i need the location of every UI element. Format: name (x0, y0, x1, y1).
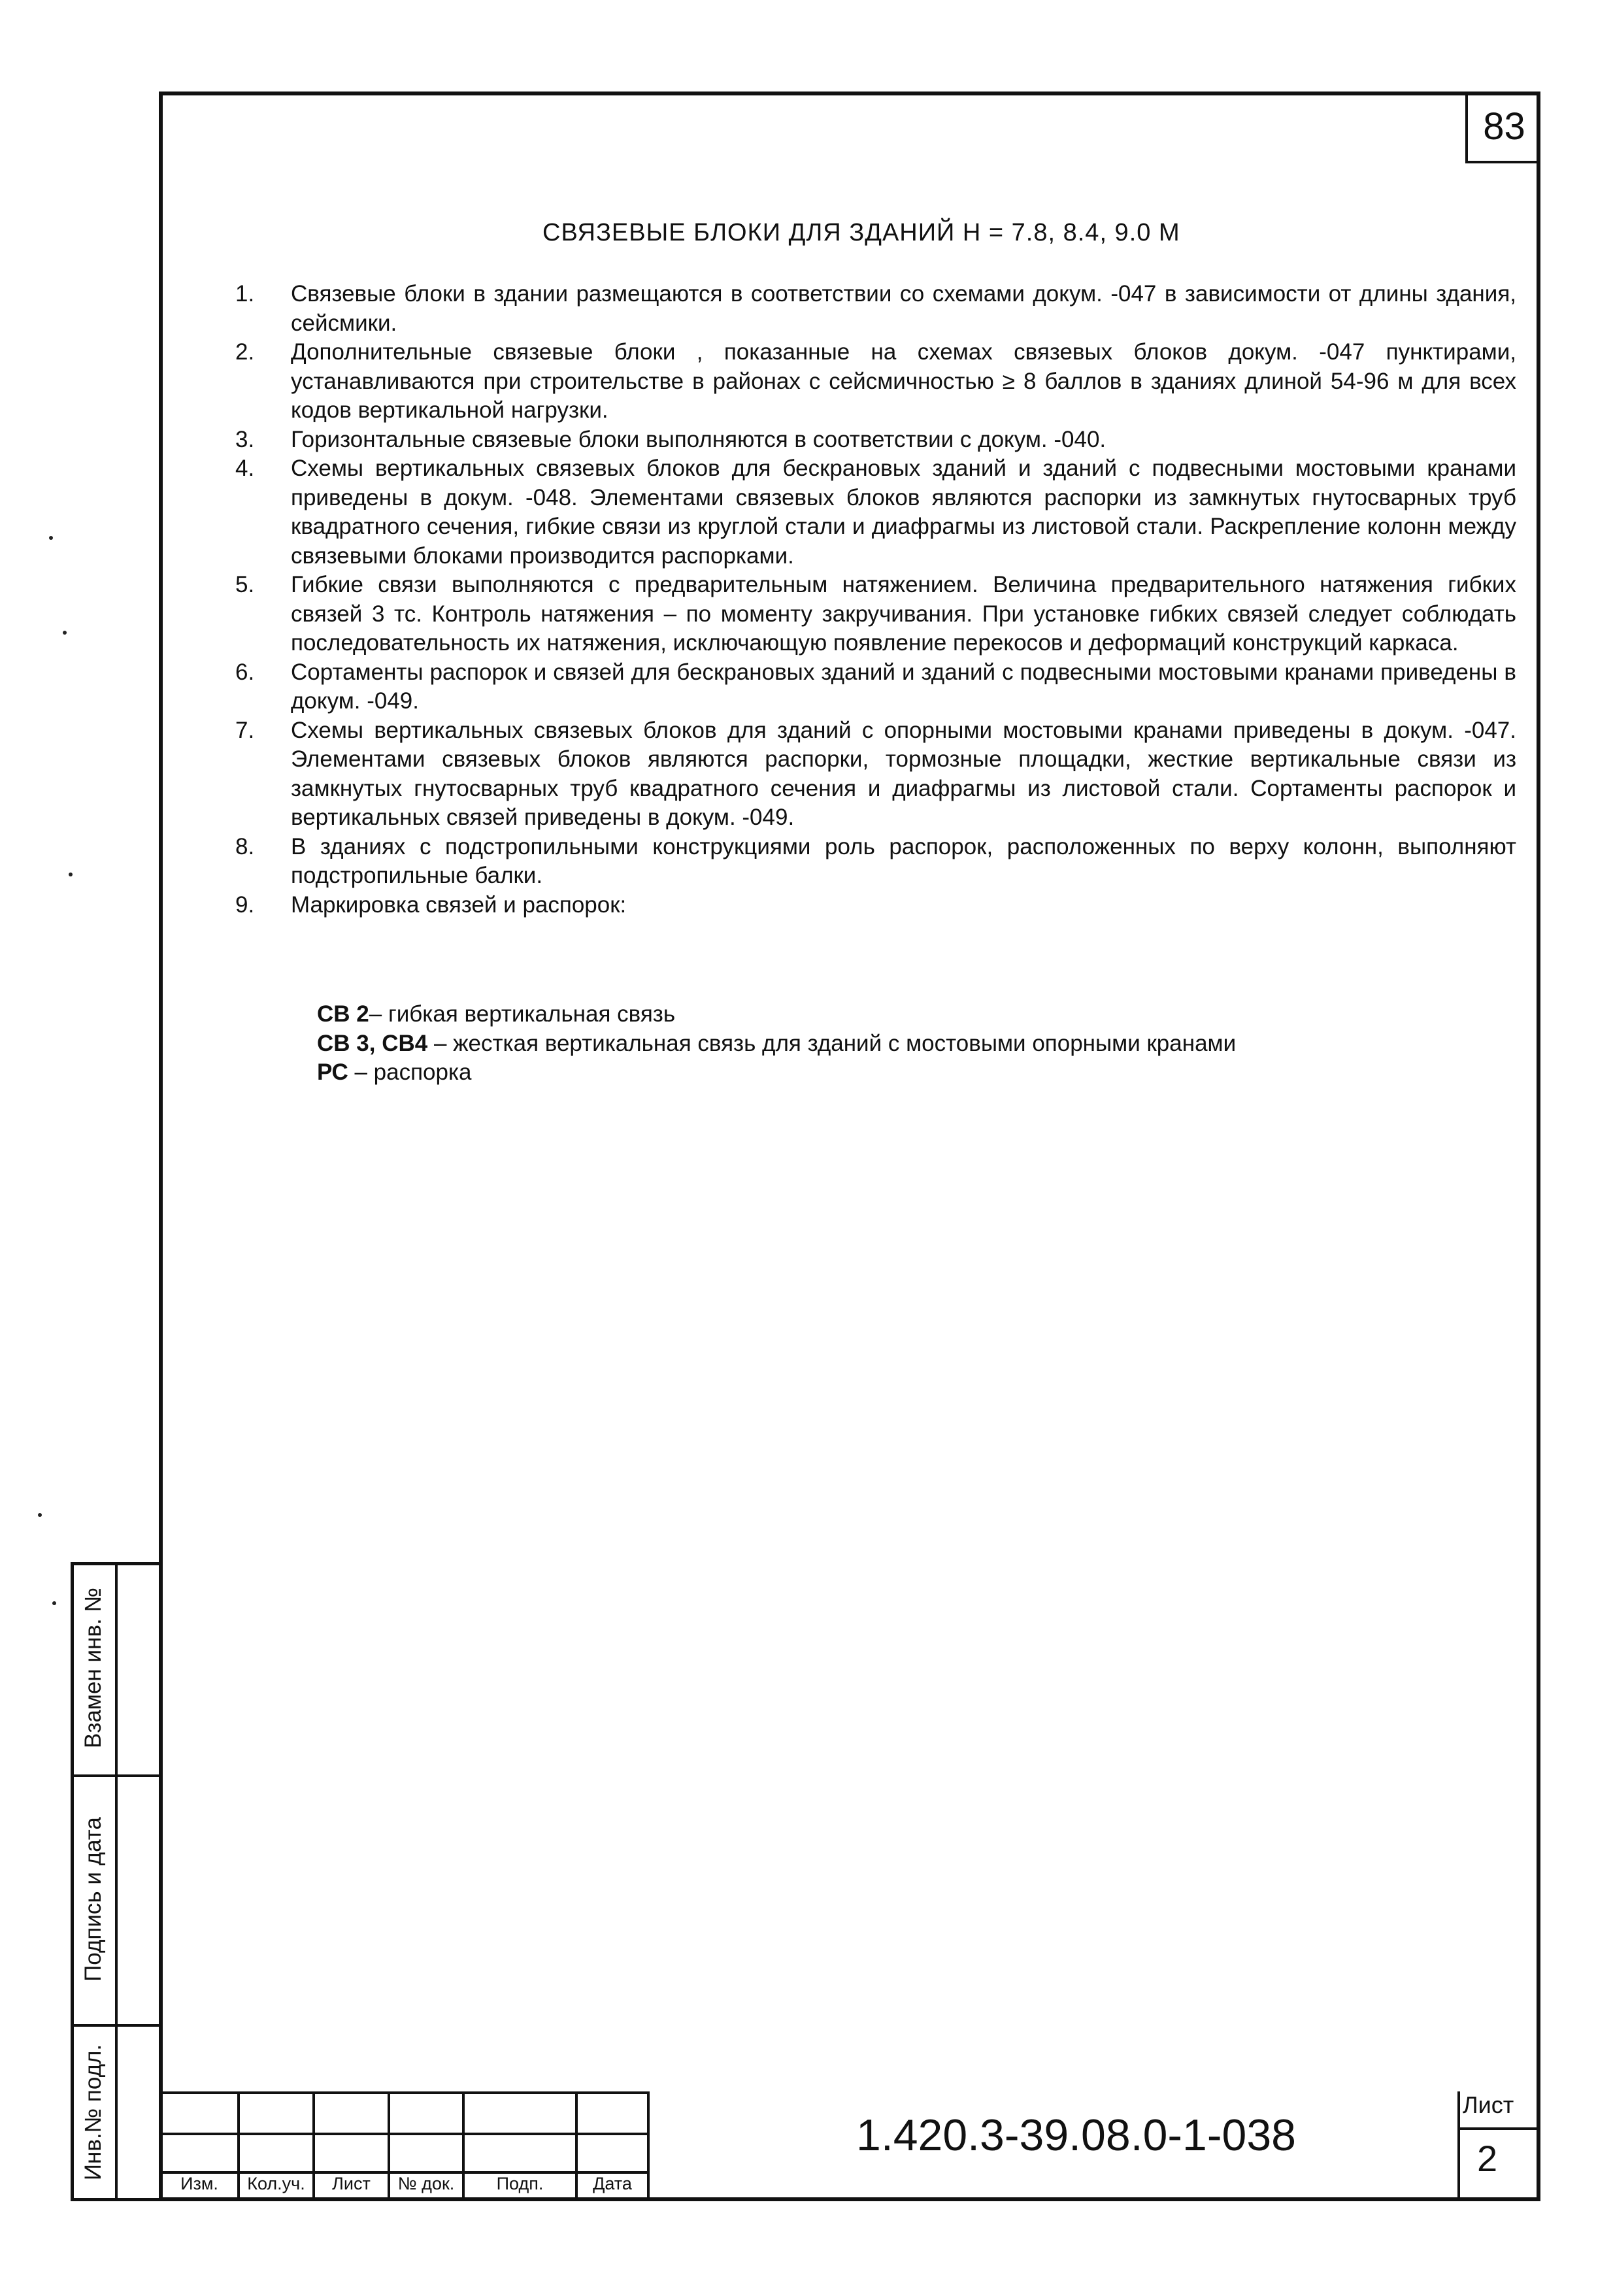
stamp-ndok: № док. (397, 2174, 455, 2193)
note-item (235, 280, 1516, 338)
page-title: СВЯЗЕВЫЕ БЛОКИ ДЛЯ ЗДАНИЙ Н = 7.8, 8.4, 9.0 М (542, 219, 1180, 246)
note-number: 4. (235, 456, 255, 481)
scan-speck (49, 536, 53, 540)
scan-speck (63, 631, 67, 635)
side-stamp-zamen: Взамен инв. № (80, 1588, 106, 1748)
legend-code: РС (317, 1059, 348, 1085)
sheet-label: Лист (1463, 2091, 1514, 2118)
legend-desc: – жесткая вертикальная связь для зданий с мостовыми опорными кранами (427, 1030, 1237, 1056)
note-text: Сортаменты распорок и связей для бескрановых зданий и зданий с подвесными мостовыми кранами приведены в докум. -049. (291, 659, 1516, 714)
note-item (235, 338, 1516, 425)
note-item (235, 425, 1516, 455)
note-item (235, 454, 1516, 571)
note-number: 7. (235, 717, 255, 743)
legend-item (317, 1000, 1236, 1029)
note-item (235, 891, 1516, 920)
side-stamp-divider (71, 2024, 163, 2027)
scan-speck (38, 1513, 42, 1517)
legend-desc: – распорка (348, 1059, 472, 1085)
legend-item (317, 1029, 1236, 1059)
note-number: 6. (235, 659, 255, 685)
notes-list (235, 280, 1516, 920)
stamp-list: Лист (332, 2174, 371, 2193)
scan-speck (69, 873, 73, 876)
note-text: Связевые блоки в здании размещаются в соответствии со схемами докум. -047 в зависимости от длины здания, сейсмики. (291, 281, 1516, 336)
stamp-podp: Подп. (496, 2174, 544, 2193)
note-number: 3. (235, 426, 255, 452)
note-number: 5. (235, 572, 255, 597)
note-item (235, 833, 1516, 891)
stamp-data: Дата (593, 2174, 632, 2193)
legend-code: СВ 3, СВ4 (317, 1030, 428, 1056)
stamp-kol: Кол.уч. (247, 2174, 305, 2193)
stamp-grid-line (1457, 2091, 1460, 2201)
note-text: Дополнительные связевые блоки , показанные на схемах связевых блоков докум. -047 пунктирами, устанавливаются при строительстве в районах с сейсмичностью ≥ 8 баллов в зданиях длиной 54-96 м для всех кодов вертикальной нагрузки. (291, 339, 1516, 423)
note-number: 9. (235, 891, 255, 918)
legend-code: СВ 2 (317, 1001, 369, 1027)
note-number: 2. (235, 339, 255, 365)
side-stamp-divider (115, 1562, 118, 2201)
document-code: 1.420.3-39.08.0-1-038 (856, 2110, 1296, 2160)
stamp-izm: Изм. (180, 2174, 218, 2193)
note-number: 1. (235, 281, 255, 307)
stamp-grid-line (647, 2091, 650, 2201)
note-text: Гибкие связи выполняются с предварительным натяжением. Величина предварительного натяжения гибких связей 3 тс. Контроль натяжения – по моменту закручивания. При установке гибких связей следует соблюдать последовательность их натяжения, исключающую появление перекосов и деформаций конструкций каркаса. (291, 572, 1516, 656)
note-number: 8. (235, 833, 255, 859)
note-text: Схемы вертикальных связевых блоков для бескрановых зданий и зданий с подвесными мостовыми кранами приведены в докум. -048. Элементами связевых блоков являются распорки из замкнутых гнутосварных труб квадратного сечения, гибкие связи из круглой стали и диафрагмы из листовой стали. Раскрепление колонн между связевыми блоками производится распорками. (291, 456, 1516, 569)
sheet-number: 2 (1477, 2138, 1498, 2179)
scan-speck (52, 1601, 56, 1605)
note-item (235, 658, 1516, 716)
legend-desc: – гибкая вертикальная связь (369, 1001, 676, 1027)
stamp-grid-line (1457, 2127, 1540, 2130)
marking-legend (317, 1000, 1236, 1088)
side-stamp-divider (71, 1774, 163, 1777)
note-text: Маркировка связей и распорок: (291, 891, 627, 918)
note-text: В зданиях с подстропильными конструкциями роль распорок, расположенных по верху колонн, выполняют подстропильные балки. (291, 833, 1516, 888)
note-text: Горизонтальные связевые блоки выполняются в соответствии с докум. -040. (291, 426, 1106, 452)
side-stamp-inv: Инв.№ подл. (80, 2044, 106, 2181)
page-number: 83 (1465, 92, 1540, 163)
note-text: Схемы вертикальных связевых блоков для зданий с опорными мостовыми кранами приведены в докум. -047. Элементами связевых блоков являются распорки, тормозные площадки, жесткие вертикальные связи из замкнутых гнутосварных труб квадратного сечения и диафрагмы из листовой стали. Сортаменты распорок и вертикальных связей приведены в докум. -049. (291, 717, 1516, 830)
note-item (235, 571, 1516, 658)
side-stamp-podpis: Подпись и дата (80, 1817, 106, 1982)
legend-item (317, 1058, 1236, 1088)
note-item (235, 716, 1516, 833)
